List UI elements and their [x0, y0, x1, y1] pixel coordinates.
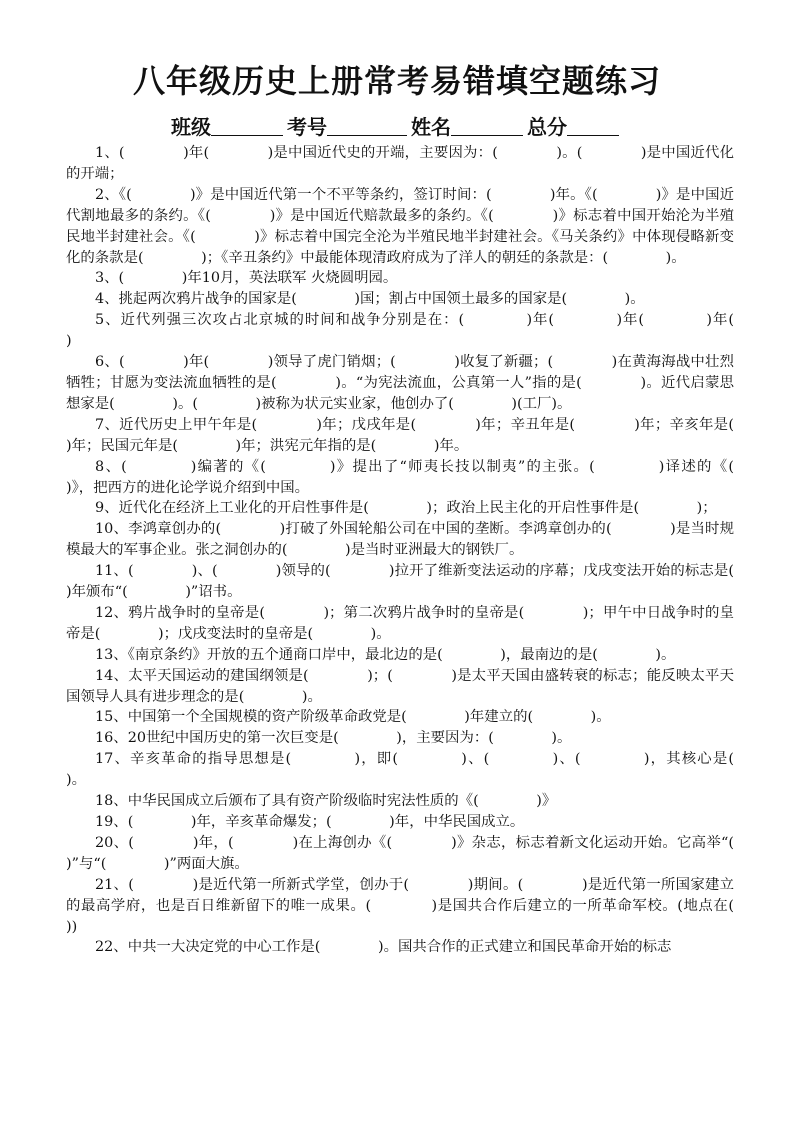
number-blank[interactable]: [327, 115, 407, 136]
question-item: 12、鸦片战争时的皇帝是( )；第二次鸦片战争时的皇帝是( )；甲午中日战争时的皇帝是( )；戊戌变法时的皇帝是( )。: [66, 604, 734, 642]
question-item: 11、( )、( )领导的( )拉开了维新变法运动的序幕；戊戌变法开始的标志是( )年颁布“( )”诏书。: [66, 563, 792, 601]
question-item: 20、( )年，( )在上海创办《( )》杂志，标志着新文化运动开始。它高举“( )”与“( )”两面大旗。: [66, 834, 792, 872]
class-blank[interactable]: [211, 115, 283, 136]
question-list: [66, 143, 792, 958]
question-item: 1、( )年( )是中国近代史的开端，主要因为：( )。( )是中国近代化的开端；: [66, 145, 734, 182]
question-item: 14、太平天国运动的建国纲领是( )；( )是太平天国由盛转衰的标志；能反映太平天国领导人具有进步理念的是( )。: [66, 667, 734, 705]
score-blank[interactable]: [567, 115, 619, 136]
question-item: 7、近代历史上甲午年是( )年；戊戌年是( )年；辛丑年是( )年；辛亥年是( )年；民国元年是( )年；洪宪元年指的是( )年。: [66, 416, 792, 454]
question-item: 3、( )年10月，英法联军 火烧圆明园。: [95, 270, 398, 287]
question-item: 21、( )是近代第一所新式学堂，创办于( )期间。( )是近代第一所国家建立的最高学府，也是百日维新留下的唯一成果。( )是国共合作后建立的一所革命军校。(地点在( )): [66, 876, 792, 935]
question-item: 17、辛亥革命的指导思想是( )，即( )、( )、( )，其核心是( )。: [66, 751, 792, 789]
question-item: 16、20世纪中国历史的第一次巨变是( )，主要因为：( )。: [95, 730, 572, 747]
name-label: 姓名: [411, 115, 451, 139]
question-item: 10、李鸿章创办的( )打破了外国轮船公司在中国的垄断。李鸿章创办的( )是当时规模最大的军事企业。张之洞创办的( )是当时亚洲最大的钢铁厂。: [66, 521, 734, 559]
class-label: 班级: [171, 115, 211, 139]
question-item: 8、( )编著的《( )》提出了“师夷长技以制夷”的主张。( )译述的《( )》，把西方的进化论学说介绍到中国。: [66, 458, 792, 496]
student-info-line: [0, 111, 794, 140]
question-item: 13、《南京条约》开放的五个通商口岸中，最北边的是( )，最南边的是( )。: [95, 646, 676, 663]
question-item: 6、( )年( )领导了虎门销烟；( )收复了新疆；( )在黄海海战中壮烈牺牲；甘愿为变法流血牺牲的是( )。“为宪法流血，公真第一人”指的是( )。近代启蒙思想家是( )。( )被称为状元实业家，他创办了( )(工厂)。: [66, 354, 734, 412]
question-item: 22、中共一大决定党的中心工作是( )。国共合作的正式建立和国民革命开始的标志: [95, 939, 672, 956]
number-label: 考号: [287, 115, 327, 139]
question-item: 5、近代列强三次攻占北京城的时间和战争分别是在：( )年( )年( )年( ): [66, 312, 792, 350]
question-item: 19、( )年，辛亥革命爆发；( )年，中华民国成立。: [95, 814, 525, 830]
page-title: 八年级历史上册常考易错填空题练习: [132, 62, 661, 100]
question-item: 9、近代化在经济上工业化的开启性事件是( )；政治上民主化的开启性事件是( )；: [95, 500, 717, 517]
score-label: 总分: [527, 115, 567, 139]
name-blank[interactable]: [451, 115, 523, 136]
question-item: 15、中国第一个全国规模的资产阶级革命政党是( )年建立的( )。: [95, 709, 611, 726]
question-item: 18、中华民国成立后颁布了具有资产阶级临时宪法性质的《( )》: [95, 793, 557, 810]
question-item: 4、挑起两次鸦片战争的国家是( )国；割占中国领土最多的国家是( )。: [95, 291, 645, 308]
question-item: 2、《( )》是中国近代第一个不平等条约，签订时间：( )年。《( )》是中国近代割地最多的条约。《( )》是中国近代赔款最多的条约。《( )》标志着中国开始沦为半殖民地半封建社会。《( )》标志着中国完全沦为半殖民地半封建社会。《马关条约》中体现侵略新变化的条款是( )；《辛丑条约》中最能体现清政府成为了洋人的朝廷的条款是：( )。: [66, 186, 734, 266]
